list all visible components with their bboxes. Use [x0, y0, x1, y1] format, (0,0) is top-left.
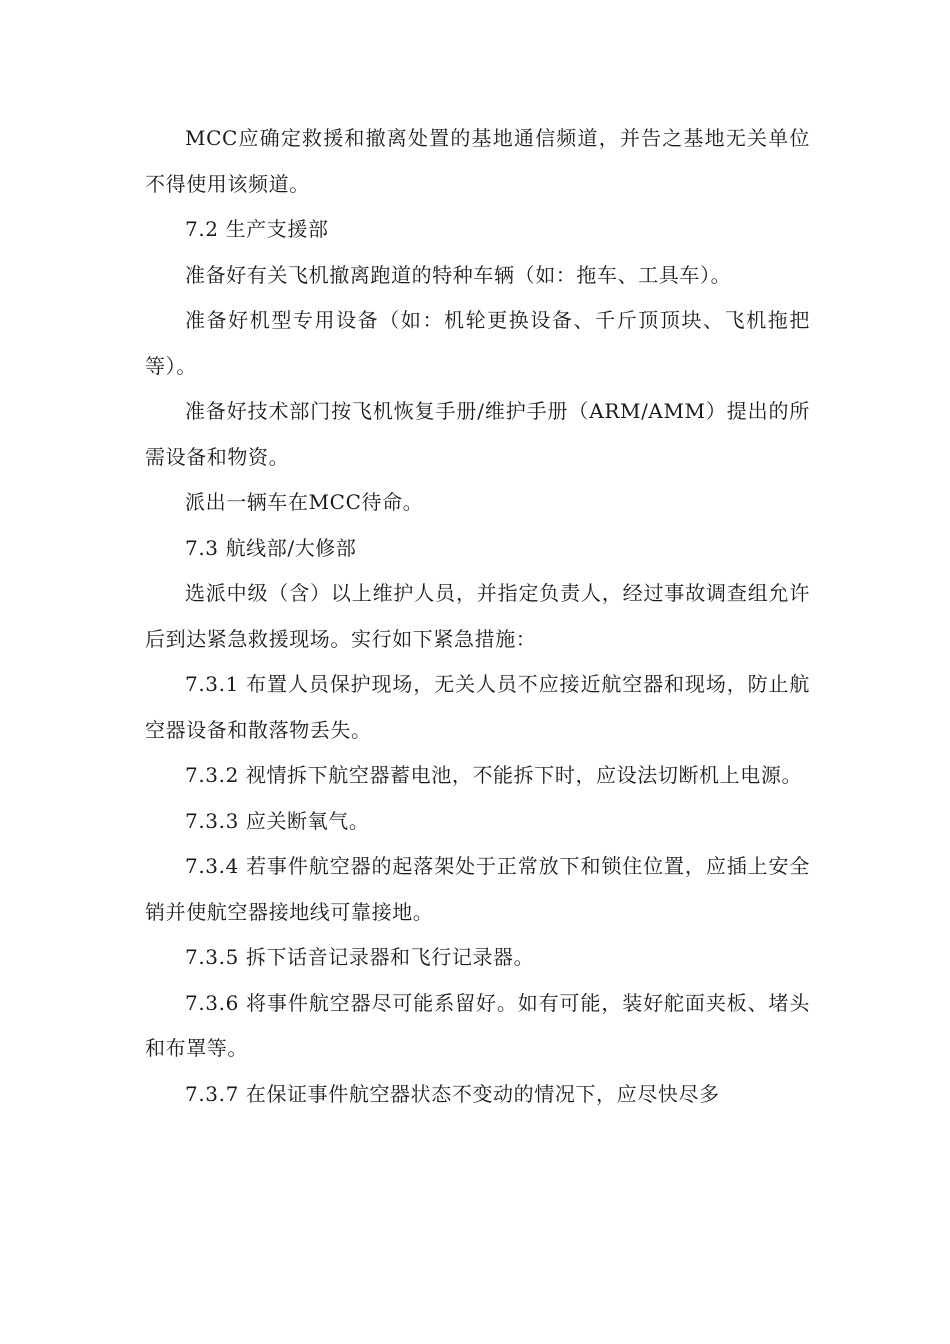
- section-heading-7-3: 7.3 航线部/大修部: [185, 535, 357, 560]
- paragraph-special-vehicles: 准备好有关飞机撤离跑道的特种车辆（如：拖车、工具车）。: [185, 262, 732, 287]
- paragraph-7-3-3: 7.3.3 应关断氧气。: [185, 808, 370, 833]
- paragraph-7-3-5: 7.3.5 拆下话音记录器和飞行记录器。: [185, 945, 535, 969]
- paragraph-7-3-1: 7.3.1 布置人员保护现场，无关人员不应接近航空器和现场，防止航空器设备和散落物丢失。: [145, 672, 810, 742]
- paragraph-7-3-7: 7.3.7 在保证事件航空器状态不变动的情况下，应尽快尽多: [185, 1081, 720, 1106]
- paragraph-select-personnel: 选派中级（含）以上维护人员，并指定负责人，经过事故调查组允许后到达紧急救援现场。实行如下紧急措施：: [145, 581, 810, 651]
- document-body: [145, 116, 810, 1117]
- paragraph-7-3-4: 7.3.4 若事件航空器的起落架处于正常放下和锁住位置，应插上安全销并使航空器接地线可靠接地。: [145, 854, 810, 924]
- paragraph-special-equipment: 准备好机型专用设备（如：机轮更换设备、千斤顶顶块、飞机拖把等）。: [145, 308, 810, 378]
- paragraph-standby-vehicle: 派出一辆车在MCC待命。: [185, 490, 424, 514]
- paragraph-7-3-2: 7.3.2 视情拆下航空器蓄电池，不能拆下时，应设法切断机上电源。: [185, 763, 803, 787]
- paragraph-arm-amm-materials: 准备好技术部门按飞机恢复手册/维护手册（ARM/AMM）提出的所需设备和物资。: [145, 399, 810, 469]
- paragraph-7-3-6: 7.3.6 将事件航空器尽可能系留好。如有可能，装好舵面夹板、堵头和布罩等。: [145, 990, 810, 1060]
- paragraph-mcc-channel: MCC应确定救援和撤离处置的基地通信频道，并告之基地无关单位不得使用该频道。: [145, 126, 810, 196]
- section-heading-7-2: 7.2 生产支援部: [185, 217, 329, 241]
